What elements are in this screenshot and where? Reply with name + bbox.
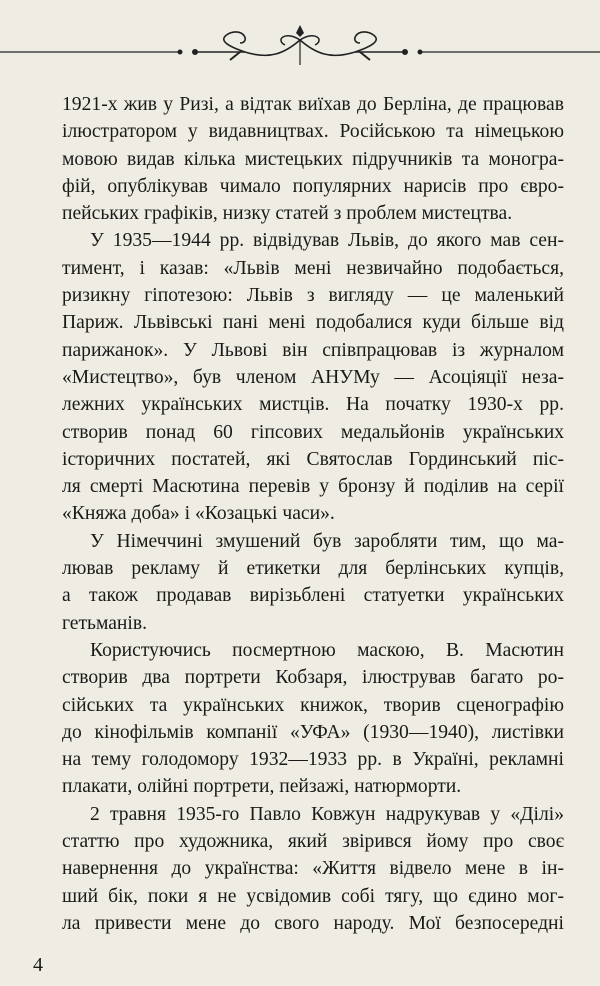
text-line: сійських та українських книжок, творив сценографію	[62, 694, 564, 716]
text-line: У Німеччині змушений був заробляти тим, що ма-	[90, 530, 564, 552]
text-line: а також продавав вирізьблені статуетки українських	[62, 585, 564, 607]
decorative-ornament-divider	[0, 25, 600, 75]
text-line: 2 травня 1935-го Павло Ковжун надрукував у «Ділі»	[90, 803, 564, 825]
text-line: лював рекламу й етикетки для берлінських купців,	[62, 558, 564, 580]
text-line: ла привести мене до свого народу. Мої безпосередні	[62, 912, 564, 934]
text-line: 1921-х жив у Ризі, а відтак виїхав до Берліна, де працював	[62, 94, 564, 115]
text-line: Користуючись посмертною маскою, В. Масютин	[90, 639, 564, 661]
text-line: статтю про художника, який звірився йому про своє	[62, 831, 564, 853]
text-line: до кінофільмів компанії «УФА» (1930—1940), листівки	[62, 721, 564, 743]
text-line: парижанок». У Львові він співпрацював із журналом	[62, 339, 564, 361]
page-number: 4	[33, 954, 43, 976]
paragraph	[62, 637, 564, 801]
paragraph	[62, 528, 564, 637]
text-line: У 1935—1944 рр. відвідував Львів, до якого мав сен-	[90, 230, 564, 252]
paragraph	[62, 801, 564, 937]
text-line: створив два портрети Кобзаря, ілюстрував багато ро-	[62, 667, 564, 689]
text-line: ший бік, поки я не усвідомив собі тягу, що єдино мог-	[62, 885, 564, 907]
text-line: на тему голодомору 1932—1933 рр. в Україні, рекламні	[62, 749, 564, 771]
text-line: лежних українських мистців. На початку 1930-х рр.	[62, 394, 564, 416]
text-line: «Княжа доба» і «Козацькі часи».	[62, 503, 335, 525]
body-text	[62, 91, 564, 937]
text-line: історичних постатей, які Святослав Гординський піс-	[62, 448, 564, 470]
text-line: ля смерті Масютина перевів у бронзу й поділив на серії	[62, 476, 564, 498]
text-line: «Мистецтво», був членом АНУМу — Асоціяції неза-	[62, 366, 564, 388]
text-line: пейських графіків, низку статей з проблем мистецтва.	[62, 203, 513, 225]
text-line: мовою видав кілька мистецьких підручників та моногра-	[62, 148, 564, 170]
text-line: фій, опублікував чимало популярних нарисів про євро-	[62, 175, 564, 197]
text-line: гетьманів.	[62, 612, 148, 634]
text-line: ризикну гіпотезою: Львів з вигляду — це маленький	[62, 285, 564, 307]
text-line: створив понад 60 гіпсових медальйонів українських	[62, 421, 564, 443]
text-line: ілюстратором у видавництвах. Російською та німецькою	[62, 121, 564, 143]
text-line: тимент, і казав: «Львів мені незвичайно подобається,	[62, 257, 564, 279]
paragraph	[62, 91, 564, 227]
text-line: навернення до українства: «Життя відвело мене в ін-	[62, 858, 564, 880]
text-line: Париж. Львівські пані мені подобалися куди більше від	[62, 312, 564, 334]
text-line: плакати, олійні портрети, пейзажі, натюрморти.	[62, 776, 462, 798]
paragraph	[62, 227, 564, 527]
